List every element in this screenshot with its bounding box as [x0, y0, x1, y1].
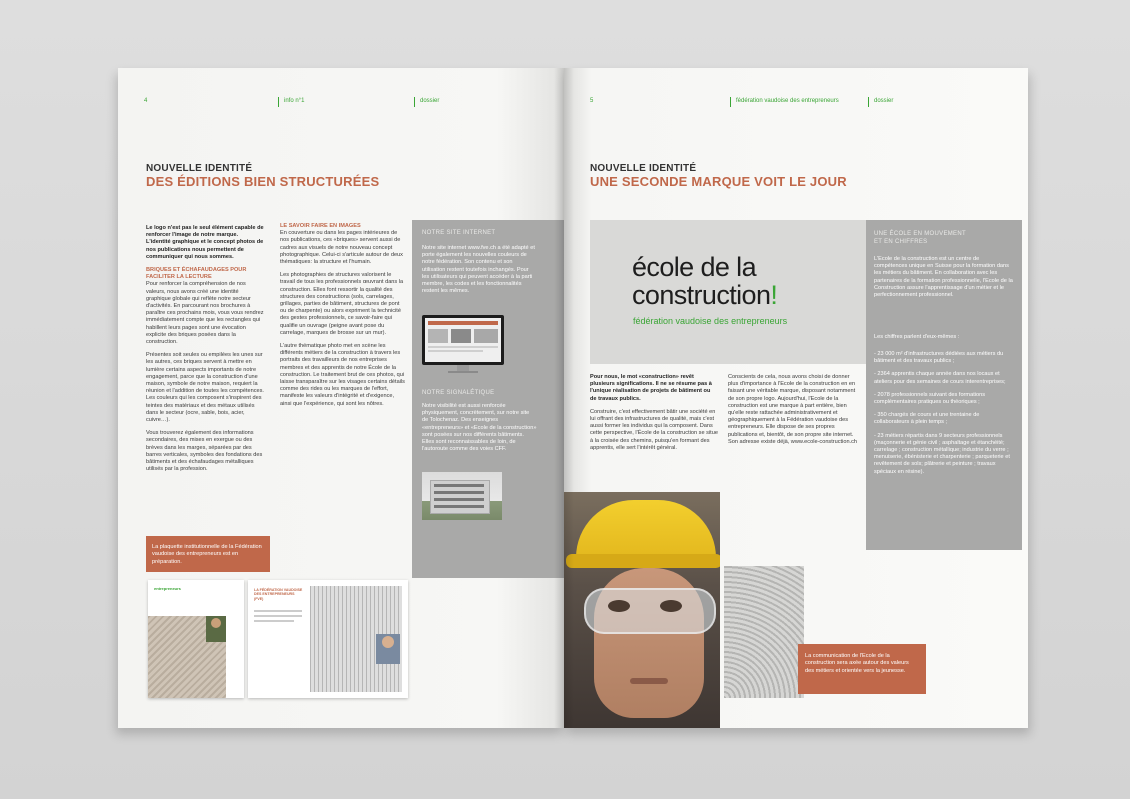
sidebar-heading: NOTRE SITE INTERNET	[422, 230, 496, 236]
sidebar-heading: UNE ÉCOLE EN MOUVEMENT ET EN CHIFFRES	[874, 231, 966, 245]
kicker: NOUVELLE IDENTITÉ	[146, 163, 253, 174]
column-rule	[730, 97, 731, 107]
worker-portrait-photo	[564, 492, 720, 728]
page-number: 5	[590, 98, 594, 104]
logo-tagline: fédération vaudoise des entrepreneurs	[633, 316, 788, 326]
column-rule	[414, 97, 415, 107]
text-column-1	[590, 374, 718, 458]
monitor-image	[422, 315, 504, 375]
logo-text-line1: école de la	[632, 252, 756, 282]
caption-box: La communication de l'Ecole de la construction sera axée autour des valeurs des métiers et orientée vers la jeunesse.	[798, 644, 926, 694]
column-rule	[868, 97, 869, 107]
paragraph: En couverture ou dans les pages intérieures de nos publications, ces «briques» servent aussi de cadres aux visuels de notre nouveau concept photographique. Celui-ci s'articule autour de deux thématiques: la structure et l'humain.	[280, 230, 403, 266]
section-label: dossier	[420, 98, 440, 104]
figure-item: - 2078 professionnels suivant des formations complémentaires pratiques ou théoriques ;	[874, 391, 986, 406]
figure-item: - 2364 apprentis chaque année dans nos locaux et ateliers pour des semaines de cours interentreprises;	[874, 371, 1006, 385]
caption-box: La plaquette institutionnelle de la Fédération vaudoise des entrepreneurs est en préparation.	[146, 536, 270, 572]
kicker: NOUVELLE IDENTITÉ	[590, 163, 697, 174]
page-title: DES ÉDITIONS BIEN STRUCTURÉES	[146, 174, 380, 189]
sidebar-heading: NOTRE SIGNALÉTIQUE	[422, 390, 495, 396]
texture-photo	[724, 566, 804, 698]
section-label: dossier	[874, 98, 894, 104]
paragraph: Construire, c'est effectivement bâtir une société en lui offrant des infrastructures de qualité, mais c'est aussi former les individus qui la composent. Dans cette perspective, l'École de la construction se situe à la croisée des chemins, puisqu'en formant des apprentis, elle sert l'intérêt général.	[590, 408, 718, 451]
paragraph: Conscients de cela, nous avons choisi de donner plus d'importance à l'Ecole de la construction en en faisant une véritable marque, disposant notamment de son propre logo. Aujourd'hui, l'Ecole de la construction est une marque à part entière, bien qu'elle reste rattachée administrativement et géographiquement à la Fédération vaudoise des entrepreneurs. Elle dispose de ses propres publications et, bientôt, de son propre site internet. Son adresse existe déjà, www.ecole-construction.ch	[728, 374, 858, 445]
column-rule	[278, 97, 279, 107]
logo-exclamation: !	[770, 280, 778, 310]
paragraph: L'autre thématique photo met en scène les différents métiers de la construction à travers les portraits des travailleurs de nos entreprises membres et des apprentis de notre École de la construction. Le traitement brut de ces photos, qui laisse transparaître sur les visages certains détails comme des rides ou les marques de l'effort, manifeste les valeurs d'intégrité et d'exigence, ainsi que l'expérience, qui sont les nôtres.	[280, 343, 405, 407]
logo-text-line2	[632, 282, 777, 309]
text-column-2	[280, 223, 405, 414]
text-column-1	[146, 225, 264, 480]
running-head: info n°1	[284, 98, 305, 104]
subheading: BRIQUES ET ÉCHAFAUDAGES POUR FACILITER LA LECTURE	[146, 267, 247, 281]
left-page	[118, 68, 564, 728]
sidebar-intro: L'Ecole de la construction est un centre de compétences unique en Suisse pour la formation dans les métiers du bâtiment. En collaboration avec les partenaires de la formation professionnelle, l'Ecole de la Construction assure l'apprentissage d'un métier et le perfectionnement professionnel.	[874, 256, 1013, 299]
sidebar-panel	[412, 220, 564, 578]
page-title: UNE SECONDE MARQUE VOIT LE JOUR	[590, 174, 847, 189]
right-page	[564, 68, 1028, 728]
brochure-cover-thumbnail	[148, 580, 244, 698]
logo-word: construction	[632, 280, 771, 310]
sidebar-figures-title: Les chiffres parlent d'eux-mêmes :	[874, 334, 960, 340]
figure-item: - 23 000 m² d'infrastructures dédiées aux métiers du bâtiment et des travaux publics ;	[874, 351, 1004, 365]
paragraph: Vous trouverez également des informations secondaires, des mises en exergue ou des brèves dans les marges, séparées par des barres verticales, symboles des fondations des bâtiments et des échafaudages métalliques utilisés par la profession.	[146, 430, 263, 473]
running-head: fédération vaudoise des entrepreneurs	[736, 98, 839, 104]
paragraph: Pour renforcer la compréhension de nos valeurs, nous avons créé une identité graphique globale qui reflète notre secteur d'activités. En parcourant nos brochures à paraître ces prochains mois, vous vous rendrez immédiatement compte que les rectangles qui habillent leurs pages sont une évocation explicite des briques posées dans la construction.	[146, 281, 264, 346]
text-column-2	[728, 374, 860, 452]
sidebar-panel	[866, 220, 1022, 550]
lead-paragraph: Le logo n'est pas le seul élément capable de renforcer l'image de notre marque. L'identité graphique et le concept photos de nos publications nous permettent de communiquer qui nous sommes.	[146, 225, 264, 260]
brochure-label: entrepreneurs	[154, 586, 181, 591]
sidebar-figures-list	[874, 351, 1014, 476]
lead-paragraph: Pour nous, le mot «construction» revêt plusieurs significations. Il ne se résume pas à l'unique réalisation de projets de bâtiment ou de travaux publics.	[590, 374, 712, 402]
sidebar-text: Notre site internet www.fve.ch a été adapté et porte également les nouvelles couleurs de notre fédération. Son contenu et son utilisation restent toutefois inchangés. Pour les utilisateurs qui peuvent accéder à la parti membre, les codes et les fonctionnalités restent les mêmes.	[422, 245, 535, 295]
figure-item: - 23 métiers répartis dans 9 secteurs professionnels (maçonnerie et génie civil ; asphaltage et étanchéité; carrelage ; construction métallique; industrie du verre ; menuiserie, ébénisterie et charpenterie ; parqueterie et revêtement de sols; plâtrerie et peinture ; travaux spéciaux en résine).	[874, 432, 1010, 475]
sidebar-text: Notre visibilité est aussi renforcée physiquement, concrètement, sur notre site de Tolochenaz. Des enseignes «entrepreneurs» et «Ecole de la construction» sont posées sur nos différents bâtiments. Elles sont reconnaissables de loin, de l'autoroute comme des voies CFF.	[422, 403, 537, 453]
page-number: 4	[144, 98, 148, 104]
brochure-inner-thumbnail	[248, 580, 408, 698]
spread	[118, 68, 1028, 728]
building-photo	[422, 472, 502, 520]
logo-panel	[590, 220, 866, 364]
paragraph: Présentes soit seules ou empilées les unes sur les autres, ces briques servent à mettre en lumière certains aspects importants de notre engagement, parce que la construction d'une maison, symbole de notre maison, requiert la réunion et l'addition de toutes les compétences. Les couleurs qui les composent s'inspirent des teintes des matériaux et des métaux utilisés dans le secteur (ocre, sable, bois, acier, cuivre…).	[146, 352, 264, 424]
brochure-inner-title: LA FÉDÉRATION VAUDOISE DES ENTREPRENEURS (FVE)	[254, 588, 303, 601]
figure-item: - 350 chargés de cours et une trentaine de collaborateurs à plein temps ;	[874, 412, 980, 426]
paragraph: Les photographies de structures valorisent le travail de tous les professionnels œuvrant dans la construction. Elles font ressortir la qualité des structures des constructions (sols, carrelages, grillages, parties de bâtiment, structures de pont ou de charpente) ou alors expriment la technicité des gestes professionnels, ce savoir-faire qui qualifie un ouvrage (peigne avant pose du carrelage, marques de brosse sur un mur).	[280, 272, 404, 336]
spine-shadow	[554, 68, 574, 728]
subheading: LE SAVOIR FAIRE EN IMAGES	[280, 223, 361, 229]
